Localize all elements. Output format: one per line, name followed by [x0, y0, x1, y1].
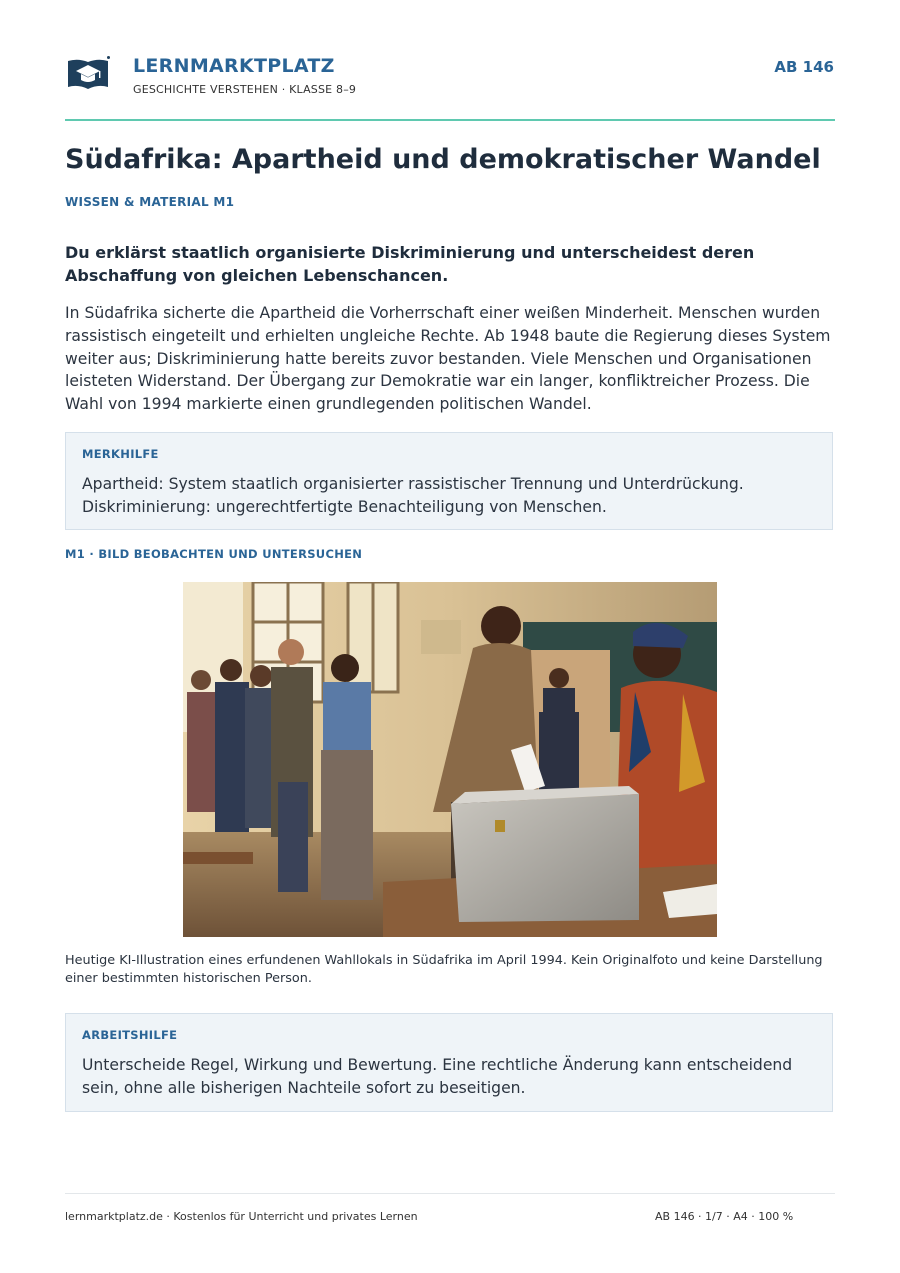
merkhilfe-box [65, 432, 833, 530]
arbeitshilfe-box [65, 1013, 833, 1112]
footer-divider [65, 1193, 835, 1194]
header-divider [65, 119, 835, 121]
brand-name: LERNMARKTPLATZ [133, 55, 335, 77]
merkhilfe-label: MERKHILFE [82, 447, 159, 461]
polling-station-illustration [183, 582, 717, 937]
section-label: WISSEN & MATERIAL M1 [65, 195, 235, 209]
page-title: Südafrika: Apartheid und demokratischer Wandel [65, 144, 821, 175]
arbeitshilfe-text: Unterscheide Regel, Wirkung und Bewertung. Eine rechtliche Änderung kann entscheidend sein, ohne alle bisherigen Nachteile sofort zu beseitigen. [82, 1056, 793, 1097]
merkhilfe-line-2: Diskriminierung: ungerechtfertigte Benachteiligung von Menschen. [82, 498, 607, 516]
graduation-cap-book-icon [66, 55, 110, 91]
sheet-id: AB 146 [774, 58, 834, 76]
image-caption: Heutige KI-Illustration eines erfundenen Wahllokals in Südafrika im April 1994. Kein Originalfoto und keine Darstellung einer bestimmten historischen Person. [65, 953, 823, 986]
footer-site: lernmarktplatz.de · Kostenlos für Unterricht und privates Lernen [65, 1210, 418, 1223]
body-text: In Südafrika sicherte die Apartheid die Vorherrschaft einer weißen Minderheit. Menschen wurden rassistisch eingeteilt und erhielten ungleiche Rechte. Ab 1948 baute die Regierung dieses System weiter aus; Diskriminierung hatte bereits zuvor bestanden. Viele Menschen und Organisationen leisteten Widerstand. Der Übergang zur Demokratie war ein langer, konfliktreicher Prozess. Die Wahl von 1994 markierte einen grundlegenden politischen Wandel. [65, 304, 831, 414]
arbeitshilfe-label: ARBEITSHILFE [82, 1028, 178, 1042]
material-label: M1 · BILD BEOBACHTEN UND UNTERSUCHEN [65, 547, 363, 561]
merkhilfe-line-1: Apartheid: System staatlich organisierter rassistischer Trennung und Unterdrückung. [82, 475, 744, 493]
brand-subtitle: GESCHICHTE VERSTEHEN · KLASSE 8–9 [133, 83, 357, 96]
footer-page-info: AB 146 · 1/7 · A4 · 100 % [655, 1210, 794, 1223]
learning-goal: Du erklärst staatlich organisierte Diskriminierung und unterscheidest deren Abschaffung von gleichen Lebenschancen. [65, 243, 755, 285]
